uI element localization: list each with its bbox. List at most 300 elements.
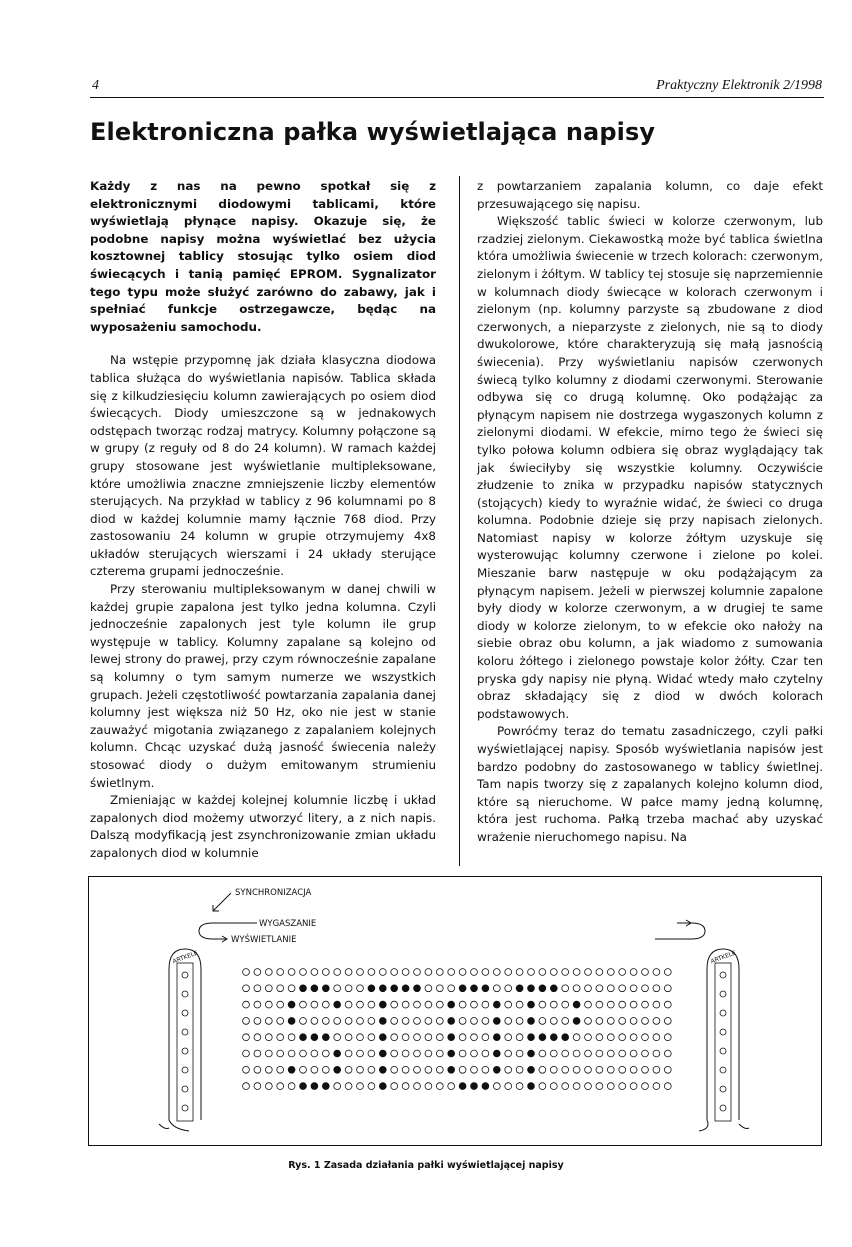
led-off <box>505 1034 512 1041</box>
led-off <box>505 1018 512 1025</box>
led-off <box>619 1066 626 1073</box>
led-off <box>311 1066 318 1073</box>
led-off <box>265 1018 272 1025</box>
led-off <box>573 969 580 976</box>
led-off <box>391 1034 398 1041</box>
figure-frame <box>88 876 822 1146</box>
led-on <box>562 1034 569 1041</box>
led-off <box>391 1018 398 1025</box>
led-off <box>516 1066 523 1073</box>
led-on <box>448 1050 455 1057</box>
led-off <box>459 1050 466 1057</box>
led-off <box>357 1066 364 1073</box>
led-off <box>607 1018 614 1025</box>
led-off <box>482 1018 489 1025</box>
led-off <box>562 1066 569 1073</box>
led-off <box>300 1066 307 1073</box>
paragraph-2: Przy sterowaniu multipleksowanym w danej chwili w każdej grupie zapalona jest tylko jedna kolumna. Czyli jednocześnie zapalonych jest tyle kolumn ile grup występuje w tablicy. Kolumny zapalane są kolejno od lewej strony do prawej, przy czym równocześnie zapalane są kolumny o tym samym numerze we wszystkich grupach. Jeżeli częstotliwość powtarzania zapalania danej kolumny jest większa niż 50 Hz, oko nie jest w stanie zauważyć migotania związanego z zapalaniem kolejnych kolumn. Chcąc uzyskać dużą jasność świecenia należy stosować diody o dużym emitowanym strumieniu świetlnym. <box>90 582 436 790</box>
led-off <box>493 985 500 992</box>
led-off <box>642 1050 649 1057</box>
led-off <box>596 1034 603 1041</box>
stick-left-label: ARTKELE <box>171 949 199 966</box>
led-off <box>653 1050 660 1057</box>
led-off <box>642 1083 649 1090</box>
led-on <box>448 1034 455 1041</box>
led-on <box>379 1001 386 1008</box>
led-on <box>573 1001 580 1008</box>
led-off <box>482 969 489 976</box>
led-off <box>516 1050 523 1057</box>
led-on <box>550 985 557 992</box>
column-divider <box>459 176 460 866</box>
led-off <box>585 985 592 992</box>
display-label: WYŚWIETLANIE <box>231 935 297 945</box>
led-off <box>345 985 352 992</box>
led-off <box>539 1018 546 1025</box>
led-off <box>562 1018 569 1025</box>
led-off <box>516 1034 523 1041</box>
led-on <box>391 985 398 992</box>
led-off <box>619 985 626 992</box>
led-off <box>322 1001 329 1008</box>
sync-label: SYNCHRONIZACJA <box>235 888 312 898</box>
led-on <box>322 1083 329 1090</box>
led-off <box>425 969 432 976</box>
led-off <box>619 1050 626 1057</box>
led-on <box>334 1066 341 1073</box>
led-on <box>322 985 329 992</box>
led-off <box>630 1083 637 1090</box>
led-off <box>402 1001 409 1008</box>
led-off <box>471 1066 478 1073</box>
led-off <box>653 1018 660 1025</box>
led-off <box>345 1001 352 1008</box>
column-left <box>90 178 436 863</box>
led-off <box>471 1001 478 1008</box>
led-off <box>596 1018 603 1025</box>
led-off <box>322 1018 329 1025</box>
led-off <box>357 985 364 992</box>
led-on <box>459 985 466 992</box>
led-on <box>516 985 523 992</box>
led-on <box>311 1034 318 1041</box>
led-off <box>596 1001 603 1008</box>
led-on <box>493 1050 500 1057</box>
led-off <box>436 1034 443 1041</box>
led-on <box>414 985 421 992</box>
led-off <box>254 969 261 976</box>
led-off <box>642 1066 649 1073</box>
led-off <box>288 985 295 992</box>
led-on <box>493 1066 500 1073</box>
led-off <box>243 1050 250 1057</box>
led-on <box>379 1083 386 1090</box>
led-off <box>265 985 272 992</box>
led-off <box>277 1018 284 1025</box>
led-on <box>493 1001 500 1008</box>
led-off <box>550 1050 557 1057</box>
led-off <box>585 1083 592 1090</box>
led-off <box>642 969 649 976</box>
led-off <box>642 985 649 992</box>
led-off <box>607 985 614 992</box>
led-off <box>642 1034 649 1041</box>
led-off <box>345 1066 352 1073</box>
led-off <box>471 1034 478 1041</box>
led-off <box>585 1050 592 1057</box>
led-off <box>357 1001 364 1008</box>
stick-led <box>182 1105 188 1111</box>
led-on <box>528 1050 535 1057</box>
led-on <box>379 1066 386 1073</box>
led-off <box>630 1001 637 1008</box>
led-off <box>334 1018 341 1025</box>
led-off <box>505 1083 512 1090</box>
led-off <box>630 1066 637 1073</box>
journal-title: Praktyczny Elektronik 2/1998 <box>656 78 822 93</box>
led-off <box>277 969 284 976</box>
led-off <box>368 1083 375 1090</box>
led-off <box>471 1018 478 1025</box>
led-on <box>379 1050 386 1057</box>
led-off <box>414 1083 421 1090</box>
led-off <box>459 1001 466 1008</box>
led-off <box>265 1034 272 1041</box>
led-on <box>368 985 375 992</box>
stick-left-handle <box>169 1120 189 1131</box>
led-off <box>459 1018 466 1025</box>
led-off <box>254 1083 261 1090</box>
figure-caption: Rys. 1 Zasada działania pałki wyświetlającej napisy <box>288 1160 564 1171</box>
stick-led <box>182 991 188 997</box>
led-off <box>539 1050 546 1057</box>
led-off <box>436 1083 443 1090</box>
led-off <box>334 985 341 992</box>
led-off <box>322 969 329 976</box>
led-off <box>664 985 671 992</box>
led-off <box>368 1018 375 1025</box>
led-off <box>288 1050 295 1057</box>
stick-right-led-column <box>715 963 731 1121</box>
led-on <box>528 985 535 992</box>
stick-led <box>720 1029 726 1035</box>
stick-led <box>720 1067 726 1073</box>
led-off <box>585 1018 592 1025</box>
led-off <box>334 1034 341 1041</box>
led-off <box>357 1050 364 1057</box>
led-on <box>471 985 478 992</box>
led-off <box>619 1034 626 1041</box>
led-off <box>664 1034 671 1041</box>
led-off <box>436 1066 443 1073</box>
stick-left-body <box>169 949 201 1120</box>
led-off <box>379 969 386 976</box>
led-off <box>277 1001 284 1008</box>
led-off <box>300 1018 307 1025</box>
led-off <box>573 1050 580 1057</box>
led-off <box>607 969 614 976</box>
led-on <box>322 1034 329 1041</box>
stick-led <box>720 972 726 978</box>
led-off <box>505 1001 512 1008</box>
led-off <box>368 1001 375 1008</box>
led-off <box>436 969 443 976</box>
led-off <box>585 969 592 976</box>
loop-curve-right <box>691 923 705 939</box>
led-off <box>642 1018 649 1025</box>
led-off <box>243 985 250 992</box>
led-on <box>448 1001 455 1008</box>
led-off <box>505 1050 512 1057</box>
led-off <box>402 1018 409 1025</box>
led-off <box>573 1066 580 1073</box>
led-off <box>630 985 637 992</box>
led-off <box>425 1050 432 1057</box>
led-off <box>505 985 512 992</box>
led-off <box>482 1050 489 1057</box>
stick-led <box>720 1086 726 1092</box>
led-on <box>493 1018 500 1025</box>
led-on <box>288 1001 295 1008</box>
led-off <box>414 1034 421 1041</box>
led-off <box>596 985 603 992</box>
led-on <box>334 1001 341 1008</box>
led-off <box>368 1066 375 1073</box>
led-off <box>414 1018 421 1025</box>
led-off <box>653 985 660 992</box>
paragraph-4: z powtarzaniem zapalania kolumn, co daje efekt przesuwającego się napisu. <box>477 179 823 211</box>
loop-curve-left <box>199 923 213 939</box>
led-off <box>345 969 352 976</box>
blank-label: WYGASZANIE <box>259 919 317 929</box>
led-off <box>391 969 398 976</box>
stick-led <box>182 1067 188 1073</box>
led-off <box>265 969 272 976</box>
led-off <box>664 1018 671 1025</box>
led-off <box>391 1083 398 1090</box>
led-off <box>414 969 421 976</box>
led-off <box>664 969 671 976</box>
led-on <box>300 1034 307 1041</box>
stick-led <box>182 1048 188 1054</box>
led-off <box>585 1066 592 1073</box>
led-off <box>630 1050 637 1057</box>
led-on <box>288 1066 295 1073</box>
led-off <box>265 1066 272 1073</box>
led-off <box>311 1001 318 1008</box>
led-off <box>607 1083 614 1090</box>
led-off <box>539 969 546 976</box>
led-off <box>402 969 409 976</box>
led-off <box>505 1066 512 1073</box>
led-off <box>425 1034 432 1041</box>
led-off <box>585 1001 592 1008</box>
led-off <box>265 1001 272 1008</box>
led-off <box>425 1001 432 1008</box>
led-off <box>596 1066 603 1073</box>
led-off <box>254 1050 261 1057</box>
led-off <box>277 1066 284 1073</box>
led-off <box>254 1034 261 1041</box>
led-off <box>562 1001 569 1008</box>
led-off <box>345 1034 352 1041</box>
led-off <box>550 1083 557 1090</box>
led-off <box>265 1050 272 1057</box>
paragraph-6: Powróćmy teraz do tematu zasadniczego, czyli pałki wyświetlającej napisy. Sposób wyświetlania napisów jest bardzo podobny do zastosowanego w tablicy świetlnej. Tam napis tworzy się z zapalanych kolejno kolumn diod, które są nieruchome. W pałce mamy jedną kolumnę, która jest ruchoma. Pałką trzeba machać aby uzyskać wrażenie nieruchomego napisu. Na <box>477 724 823 844</box>
led-on <box>448 1018 455 1025</box>
led-off <box>334 969 341 976</box>
led-on <box>528 1083 535 1090</box>
sync-arrow <box>213 893 231 911</box>
led-off <box>414 1001 421 1008</box>
led-off <box>414 1066 421 1073</box>
led-off <box>254 1001 261 1008</box>
stick-led <box>720 1010 726 1016</box>
led-off <box>243 1066 250 1073</box>
led-off <box>619 969 626 976</box>
led-off <box>345 1018 352 1025</box>
led-off <box>607 1066 614 1073</box>
led-off <box>653 1083 660 1090</box>
led-off <box>585 1034 592 1041</box>
led-on <box>311 1083 318 1090</box>
led-off <box>459 1034 466 1041</box>
led-off <box>448 969 455 976</box>
led-off <box>482 1001 489 1008</box>
led-off <box>653 1001 660 1008</box>
led-off <box>539 1001 546 1008</box>
led-off <box>550 969 557 976</box>
led-off <box>619 1018 626 1025</box>
stick-led <box>182 1086 188 1092</box>
led-off <box>277 1034 284 1041</box>
led-on <box>448 1066 455 1073</box>
led-off <box>482 1066 489 1073</box>
led-on <box>528 1001 535 1008</box>
led-off <box>357 1018 364 1025</box>
led-off <box>459 1066 466 1073</box>
led-on <box>311 985 318 992</box>
led-off <box>653 1034 660 1041</box>
stick-led <box>720 991 726 997</box>
led-off <box>619 1001 626 1008</box>
led-off <box>436 985 443 992</box>
led-off <box>653 1066 660 1073</box>
stick-right-hand <box>739 1124 749 1129</box>
led-off <box>528 969 535 976</box>
led-off <box>448 985 455 992</box>
led-on <box>528 1066 535 1073</box>
stick-led <box>720 1105 726 1111</box>
led-off <box>493 1083 500 1090</box>
led-on <box>334 1050 341 1057</box>
led-off <box>402 1034 409 1041</box>
stick-led <box>182 972 188 978</box>
led-off <box>516 1083 523 1090</box>
led-on <box>402 985 409 992</box>
led-off <box>243 1034 250 1041</box>
led-off <box>288 1083 295 1090</box>
led-off <box>664 1083 671 1090</box>
led-off <box>642 1001 649 1008</box>
led-off <box>550 1066 557 1073</box>
led-off <box>391 1050 398 1057</box>
led-off <box>619 1083 626 1090</box>
led-off <box>482 1034 489 1041</box>
led-on <box>482 1083 489 1090</box>
led-off <box>277 1050 284 1057</box>
led-off <box>391 1066 398 1073</box>
led-off <box>368 1034 375 1041</box>
paragraph-3: Zmieniając w każdej kolejnej kolumnie liczbę i układ zapalonych diod możemy utworzyć litery, a z nich napis. Dalszą modyfikacją jest zsynchronizowanie zmian układu zapalonych diod w kolumnie <box>90 793 436 860</box>
page-number: 4 <box>92 78 99 93</box>
led-on <box>459 1083 466 1090</box>
led-off <box>402 1083 409 1090</box>
led-on <box>573 1018 580 1025</box>
led-off <box>243 1001 250 1008</box>
led-off <box>402 1050 409 1057</box>
led-on <box>379 1034 386 1041</box>
led-off <box>607 1050 614 1057</box>
led-on <box>300 985 307 992</box>
led-off <box>516 969 523 976</box>
led-off <box>243 1018 250 1025</box>
led-off <box>322 1050 329 1057</box>
led-off <box>459 969 466 976</box>
paragraph-1: Na wstępie przypomnę jak działa klasyczna diodowa tablica służąca do wyświetlania napisów. Tablica składa się z kilkudziesięciu kolumn zawierających po osiem diod świecących. Diody umieszczone są w jednakowych odstępach tworząc rodzaj matrycy. Kolumny połączone są w grupy (z reguły od 8 do 24 kolumn). W ramach każdej grupy stosowane jest wyświetlanie multipleksowane, które umożliwia znaczne zmniejszenie liczby elementów sterujących. Na przykład w tablicy z 96 kolumnami po 8 diod w każdej kolumnie mamy łącznie 768 diod. Przy zastosowaniu 24 kolumn w grupie otrzymujemy 4x8 układów sterujących wierszami i 24 układy sterujące czterema grupami jednocześnie. <box>90 353 436 579</box>
led-off <box>300 1001 307 1008</box>
led-off <box>505 969 512 976</box>
led-off <box>368 1050 375 1057</box>
led-on <box>528 1018 535 1025</box>
stick-left-hand <box>159 1124 169 1129</box>
led-off <box>368 969 375 976</box>
led-off <box>436 1001 443 1008</box>
led-off <box>425 1018 432 1025</box>
led-off <box>311 1018 318 1025</box>
led-on <box>379 985 386 992</box>
led-off <box>300 1050 307 1057</box>
led-off <box>607 1034 614 1041</box>
led-on <box>471 1083 478 1090</box>
led-off <box>391 1001 398 1008</box>
column-right <box>477 178 823 847</box>
led-on <box>550 1034 557 1041</box>
led-on <box>482 985 489 992</box>
led-off <box>436 1050 443 1057</box>
led-off <box>573 1083 580 1090</box>
led-on <box>539 985 546 992</box>
led-off <box>277 1083 284 1090</box>
led-off <box>664 1050 671 1057</box>
led-off <box>254 1018 261 1025</box>
led-off <box>630 1034 637 1041</box>
led-off <box>471 1050 478 1057</box>
led-off <box>425 1083 432 1090</box>
led-off <box>243 969 250 976</box>
led-off <box>448 1083 455 1090</box>
led-off <box>550 1018 557 1025</box>
led-on <box>493 1034 500 1041</box>
led-off <box>573 1034 580 1041</box>
led-off <box>539 1066 546 1073</box>
led-off <box>653 969 660 976</box>
paragraph-5: Większość tablic świeci w kolorze czerwonym, lub rzadziej zielonym. Ciekawostką może być tablica świetlna która umożliwia świecenie w trzech kolorach: czerwonym, zielonym i żółtym. W tablicy tej stosuje się naprzemiennie w kolumnach diody świecące w kolorach czerwonym i zielonym (np. kolumny parzyste są zbudowane z diod czerwonych, a nieparzyste z zielonych, nie są to diody dwukolorowe, które charakteryzują się małą jasnością świecenia). Przy wyświetlaniu napisów czerwonych świecą tylko kolumny z diodami czerwonymi. Sterowanie odbywa się co drugą kolumnę. Oko podążając za płynącym napisem nie dostrzega wygaszonych kolumn z zielonymi diodami. W efekcie, mimo tego że świeci się tylko połowa kolumn odbiera się obraz wyglądający tak jak świeciłyby się wszystkie kolumny. Oczywiście złudzenie to znika w przypadku napisów statycznych (stojących) kiedy to wyraźnie widać, że świeci co druga kolumna. Podobnie dzieje się przy napisach zielonych. Natomiast napisy w kolorze żółtym uzyskuje się wysterowując kolumny czerwone i zielone po kolei. Mieszanie barw następuje w oku podążającym za płynącym napisem. Jeżeli w pierwszej kolumnie zapalone były diody w kolorze czerwonym, a w drugiej te same diody w kolorze zielonym, to w efekcie oko nałoży na siebie obraz obu kolumn, a jak wiadomo z sumowania koloru żółtego i zielonego powstaje kolor żółty. Czar ten pryska gdy napisy nie płyną. Widać wtedy mało czytelny obraz składający się z diod w dwóch kolorach podstawowych. <box>477 214 823 721</box>
led-off <box>630 969 637 976</box>
led-off <box>516 1001 523 1008</box>
led-on <box>300 1083 307 1090</box>
led-off <box>596 1083 603 1090</box>
